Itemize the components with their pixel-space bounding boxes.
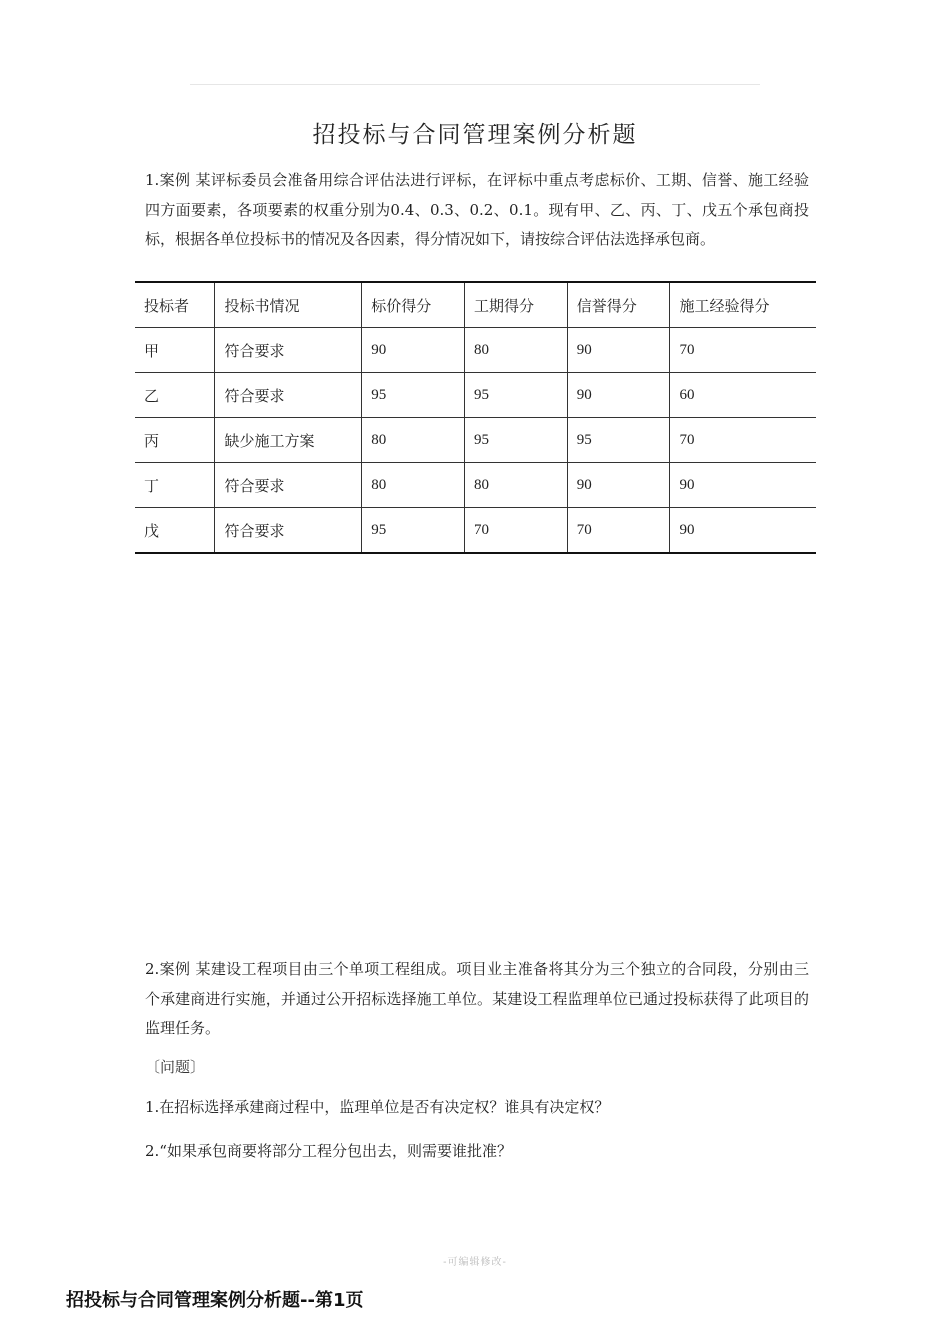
- cell-duration-score: 95: [464, 373, 567, 418]
- table-row: [135, 373, 816, 418]
- cell-price-score: 80: [362, 418, 465, 463]
- cell-experience-score: 60: [670, 373, 816, 418]
- page-footer-label: 招投标与合同管理案例分析题--第1页: [66, 1290, 364, 1311]
- cell-bidder: 丙: [135, 418, 215, 463]
- col-header-bid-status: 投标书情况: [215, 282, 362, 328]
- cell-reputation-score: 90: [567, 328, 670, 373]
- cell-bid-status: 符合要求: [215, 463, 362, 508]
- cell-reputation-score: 90: [567, 373, 670, 418]
- cell-price-score: 90: [362, 328, 465, 373]
- col-header-bidder: 投标者: [135, 282, 215, 328]
- table-row: [135, 508, 816, 554]
- cell-bid-status: 符合要求: [215, 328, 362, 373]
- cell-experience-score: 70: [670, 418, 816, 463]
- cell-bid-status: 符合要求: [215, 508, 362, 554]
- cell-reputation-score: 70: [567, 508, 670, 554]
- score-table: [135, 281, 816, 554]
- case-2-paragraph: 2.案例 某建设工程项目由三个单项工程组成。项目业主准备将其分为三个独立的合同段，分别由三个承建商进行实施，并通过公开招标选择施工单位。某建设工程监理单位已通过投标获得了此项目的监理任务。: [145, 960, 809, 1037]
- document-title: 招投标与合同管理案例分析题: [312, 122, 638, 148]
- cell-experience-score: 70: [670, 328, 816, 373]
- question-2: 2.“如果承包商要将部分工程分包出去，则需要谁批准？: [145, 1142, 512, 1160]
- col-header-duration-score: 工期得分: [464, 282, 567, 328]
- table-row: [135, 418, 816, 463]
- cell-bidder: 乙: [135, 373, 215, 418]
- table-row: [135, 328, 816, 373]
- col-header-price-score: 标价得分: [362, 282, 465, 328]
- cell-experience-score: 90: [670, 463, 816, 508]
- case-1-paragraph: 1.案例 某评标委员会准备用综合评估法进行评标，在评标中重点考虑标价、工期、信誉、施工经验四方面要素，各项要素的权重分别为0.4、0.3、0.2、0.1。现有甲、乙、丙、丁、戊五个承包商投标，根据各单位投标书的情况及各因素，得分情况如下，请按综合评估法选择承包商。: [145, 171, 809, 248]
- cell-bid-status: 符合要求: [215, 373, 362, 418]
- table-row: [135, 463, 816, 508]
- cell-bidder: 戊: [144, 521, 160, 540]
- cell-price-score: 95: [362, 373, 465, 418]
- cell-bid-status: 缺少施工方案: [215, 418, 362, 463]
- cell-bidder: 甲: [135, 328, 215, 373]
- header-rule: [190, 84, 760, 85]
- cell-duration-score: 70: [464, 508, 567, 554]
- editable-watermark: -可编辑修改-: [443, 1257, 507, 1268]
- col-header-reputation-score: 信誉得分: [567, 282, 670, 328]
- cell-duration-score: 80: [464, 328, 567, 373]
- cell-reputation-score: 95: [567, 418, 670, 463]
- cell-reputation-score: 90: [567, 463, 670, 508]
- table-header-row: [135, 282, 816, 328]
- question-heading: 〔问题〕: [145, 1058, 206, 1076]
- cell-price-score: 95: [362, 508, 465, 554]
- cell-price-score: 80: [362, 463, 465, 508]
- cell-duration-score: 95: [464, 418, 567, 463]
- cell-experience-score: 90: [670, 508, 816, 554]
- col-header-experience-score: 施工经验得分: [670, 282, 816, 328]
- cell-duration-score: 80: [464, 463, 567, 508]
- question-1: 1.在招标选择承建商过程中，监理单位是否有决定权？谁具有决定权？: [145, 1098, 610, 1116]
- cell-bidder: 丁: [135, 463, 215, 508]
